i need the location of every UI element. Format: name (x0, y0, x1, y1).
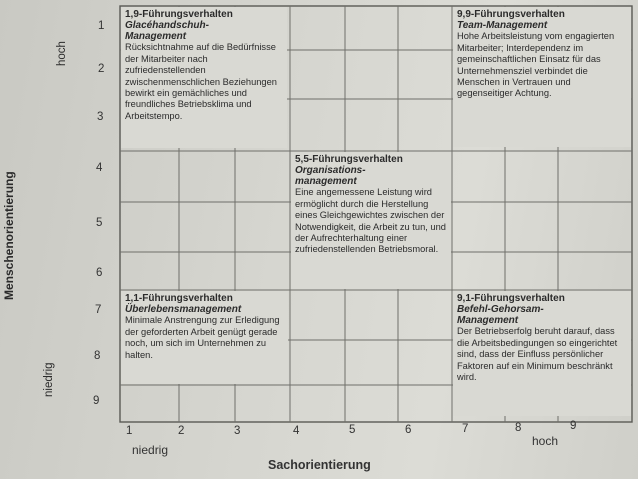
x-tick: 8 (515, 422, 522, 434)
y-tick: 3 (97, 111, 104, 123)
box-5-5-description: Eine angemessene Leistung wird ermöglicht durch die Herstellung eines Gleichgewichtes zwischen der Notwendigkeit, die Arbeit zu tun, und der Aufrechterhaltung einer zufriedenstellenden Betriebsmoral. (295, 187, 446, 255)
box-9-1-description: Der Betriebserfolg beruht darauf, dass die Arbeitsbedingungen so eingerichtet sind, dass der Einfluss persönlicher Faktoren auf ein Minimum beschränkt wird. (457, 326, 618, 383)
x-tick: 7 (462, 423, 469, 435)
box-1-1-description: Minimale Anstrengung zur Erledigung der geforderten Arbeit genügt gerade noch, um sich im Unternehmen zu halten. (125, 315, 280, 360)
box-5-5-subtitle: Organisations- management (295, 165, 366, 188)
box-9-1-subtitle: Befehl-Gehorsam- Management (457, 304, 544, 327)
y-tick: 6 (96, 267, 103, 279)
y-low-label: niedrig (43, 362, 55, 397)
x-tick: 4 (293, 425, 300, 437)
x-tick: 5 (349, 424, 356, 436)
y-tick: 1 (98, 20, 105, 32)
box-1-9 (121, 7, 287, 148)
y-high-label: hoch (56, 41, 68, 66)
x-high-label: hoch (532, 434, 559, 448)
y-tick: 8 (94, 350, 101, 362)
box-5-5 (291, 152, 451, 289)
y-tick: 7 (95, 304, 102, 316)
box-9-9-subtitle: Team-Management (457, 20, 548, 32)
y-tick: 4 (96, 162, 103, 174)
y-tick: 9 (93, 395, 100, 407)
x-tick: 3 (234, 425, 241, 437)
x-low-label: niedrig (132, 443, 169, 457)
box-1-9-subtitle: Glacéhandschuh- Management (125, 20, 209, 43)
box-9-1-title: 9,1-Führungsverhalten (457, 293, 565, 304)
box-9-9-title: 9,9-Führungsverhalten (457, 9, 565, 20)
x-axis-title: Sachorientierung (268, 458, 371, 472)
box-1-9-title: 1,9-Führungsverhalten (125, 9, 233, 20)
x-tick: 1 (126, 425, 133, 437)
box-1-1 (121, 291, 288, 384)
x-tick: 9 (570, 420, 577, 432)
box-9-9 (453, 7, 631, 147)
y-tick: 5 (96, 217, 103, 229)
box-1-9-description: Rücksichtnahme auf die Bedürfnisse der Mitarbeiter nach zufriedenstellenden zwischenmenschlichen Beziehungen bewirkt ein gemächliches und freundliches Betriebsklima und Arbeitstempo. (125, 42, 277, 121)
x-tick: 2 (178, 425, 185, 437)
box-9-9-description: Hohe Arbeitsleistung vom engagierten Mitarbeiter; Interdependenz im gemeinschaftlichen Einsatz für das Unternehmensziel verbindet die Menschen in Vertrauen und gegenseitiger Achtung. (457, 31, 615, 99)
y-tick: 2 (98, 63, 105, 75)
box-9-1 (453, 291, 631, 416)
box-1-1-title: 1,1-Führungsverhalten (125, 293, 233, 304)
x-tick: 6 (405, 424, 412, 436)
y-axis-title: Menschenorientierung (2, 171, 16, 300)
box-5-5-title: 5,5-Führungsverhalten (295, 154, 403, 165)
box-1-1-subtitle: Überlebensmanagement (125, 304, 242, 316)
